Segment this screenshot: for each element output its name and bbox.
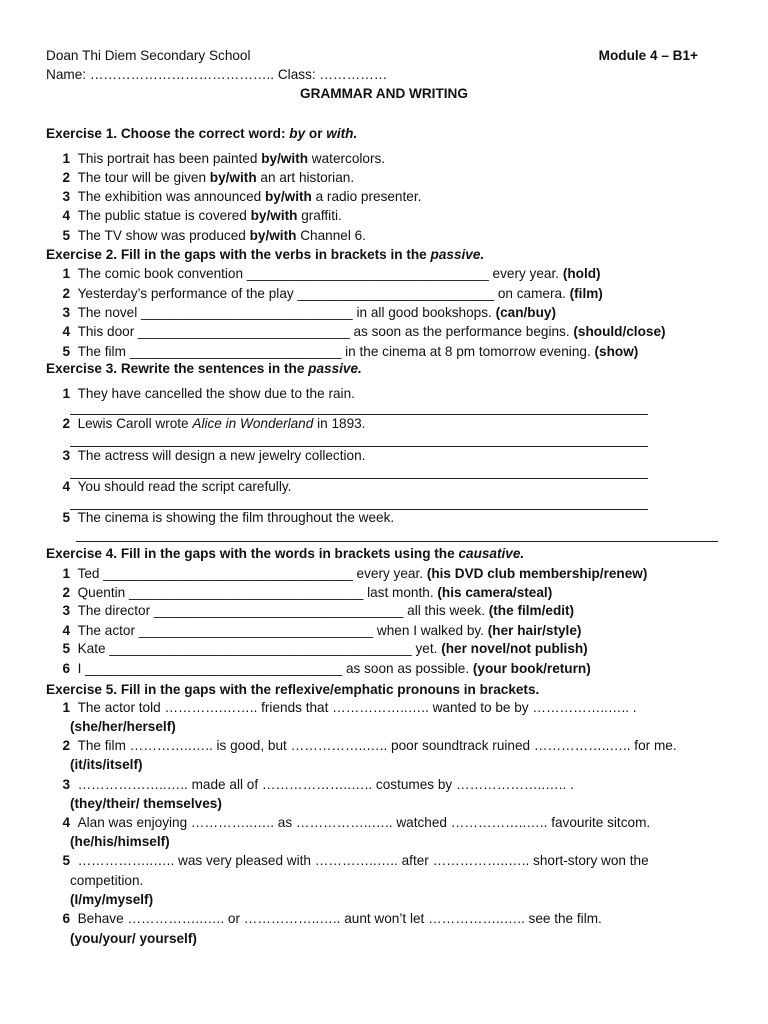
exercise-3-item-2: 2 Lewis Caroll wrote Alice in Wonderland in 1893. [62, 416, 366, 431]
exercise-5-item-2: 2 The film …………..….. is good, but ……………..….. poor soundtrack ruined ……………..….. for me. [62, 738, 677, 753]
exercise-5-item-5: 5 ……………..….. was very pleased with …………..….. after ……………..….. short-story won the [62, 853, 649, 868]
exercise-5-item-6: 6 Behave ……………..….. or ……………..….. aunt won’t let ……………..….. see the film. [62, 911, 602, 926]
exercise-1-item-2: 2 The tour will be given by/with an art historian. [62, 170, 355, 185]
page-title: GRAMMAR AND WRITING [300, 86, 468, 101]
exercise-5-hint-4: (he/his/himself) [70, 834, 170, 849]
exercise-3-item-5: 5 The cinema is showing the film throughout the week. [62, 510, 395, 525]
exercise-2-item-3: 3 The novel ____________________________ in all good bookshops. (can/buy) [62, 305, 556, 320]
exercise-5-item-1: 1 The actor told ………….…….. friends that ……………..….. wanted to be by ……………..….. . [62, 700, 637, 715]
exercise-4-item-4: 4 The actor _______________________________ when I walked by. (her hair/style) [62, 623, 582, 638]
exercise-2-title: Exercise 2. Fill in the gaps with the verbs in brackets in the passive. [46, 247, 485, 262]
exercise-5-hint-2: (it/its/itself) [70, 757, 143, 772]
answer-line [70, 446, 648, 447]
exercise-2-item-1: 1 The comic book convention ________________________________ every year. (hold) [62, 266, 601, 281]
exercise-3-item-4: 4 You should read the script carefully. [62, 479, 292, 494]
exercise-4-title: Exercise 4. Fill in the gaps with the words in brackets using the causative. [46, 546, 525, 561]
exercise-5-item-4: 4 Alan was enjoying …………..….. as ……………..….. watched ……………..….. favourite sitcom. [62, 815, 651, 830]
exercise-3-item-3: 3 The actress will design a new jewelry collection. [62, 448, 366, 463]
exercise-5-title: Exercise 5. Fill in the gaps with the reflexive/emphatic pronouns in brackets. [46, 682, 540, 697]
exercise-5-hint-1: (she/her/herself) [70, 719, 176, 734]
exercise-1-item-5: 5 The TV show was produced by/with Channel 6. [62, 228, 366, 243]
module-label: Module 4 – B1+ [598, 48, 698, 63]
exercise-4-item-2: 2 Quentin _______________________________ last month. (his camera/steal) [62, 585, 553, 600]
header-row [46, 48, 698, 64]
exercise-5-hint-3: (they/their/ themselves) [70, 796, 222, 811]
exercise-5-hint-6: (you/your/ yourself) [70, 931, 197, 946]
exercise-4-item-1: 1 Ted _________________________________ every year. (his DVD club membership/renew) [62, 566, 648, 581]
exercise-2-item-4: 4 This door ____________________________ as soon as the performance begins. (should/close) [62, 324, 666, 339]
exercise-2-item-5: 5 The film ____________________________ in the cinema at 8 pm tomorrow evening. (show) [62, 344, 639, 359]
exercise-5-item-5-continuation: competition. [70, 873, 144, 888]
exercise-1-title: Exercise 1. Choose the correct word: by or with. [46, 126, 358, 141]
exercise-5-hint-5: (I/my/myself) [70, 892, 154, 907]
exercise-1-item-4: 4 The public statue is covered by/with graffiti. [62, 208, 342, 223]
exercise-2-item-2: 2 Yesterday’s performance of the play __________________________ on camera. (film) [62, 286, 603, 301]
exercise-3-title: Exercise 3. Rewrite the sentences in the passive. [46, 361, 362, 376]
name-class-line: Name: ………………………………….. Class: …………… [46, 67, 388, 82]
exercise-1-item-3: 3 The exhibition was announced by/with a radio presenter. [62, 189, 422, 204]
exercise-4-item-6: 6 I __________________________________ as soon as possible. (your book/return) [62, 661, 591, 676]
exercise-5-item-3: 3 ………………..….. made all of ………………..….. costumes by ………………..….. . [62, 777, 574, 792]
exercise-4-item-3: 3 The director _________________________________ all this week. (the film/edit) [62, 603, 575, 618]
exercise-1-item-1: 1 This portrait has been painted by/with watercolors. [62, 151, 386, 166]
answer-line [76, 541, 718, 542]
exercise-4-item-5: 5 Kate ________________________________________ yet. (her novel/not publish) [62, 641, 588, 656]
exercise-3-item-1: 1 They have cancelled the show due to the rain. [62, 386, 355, 401]
answer-line [70, 414, 648, 415]
school-name: Doan Thi Diem Secondary School [46, 48, 251, 63]
